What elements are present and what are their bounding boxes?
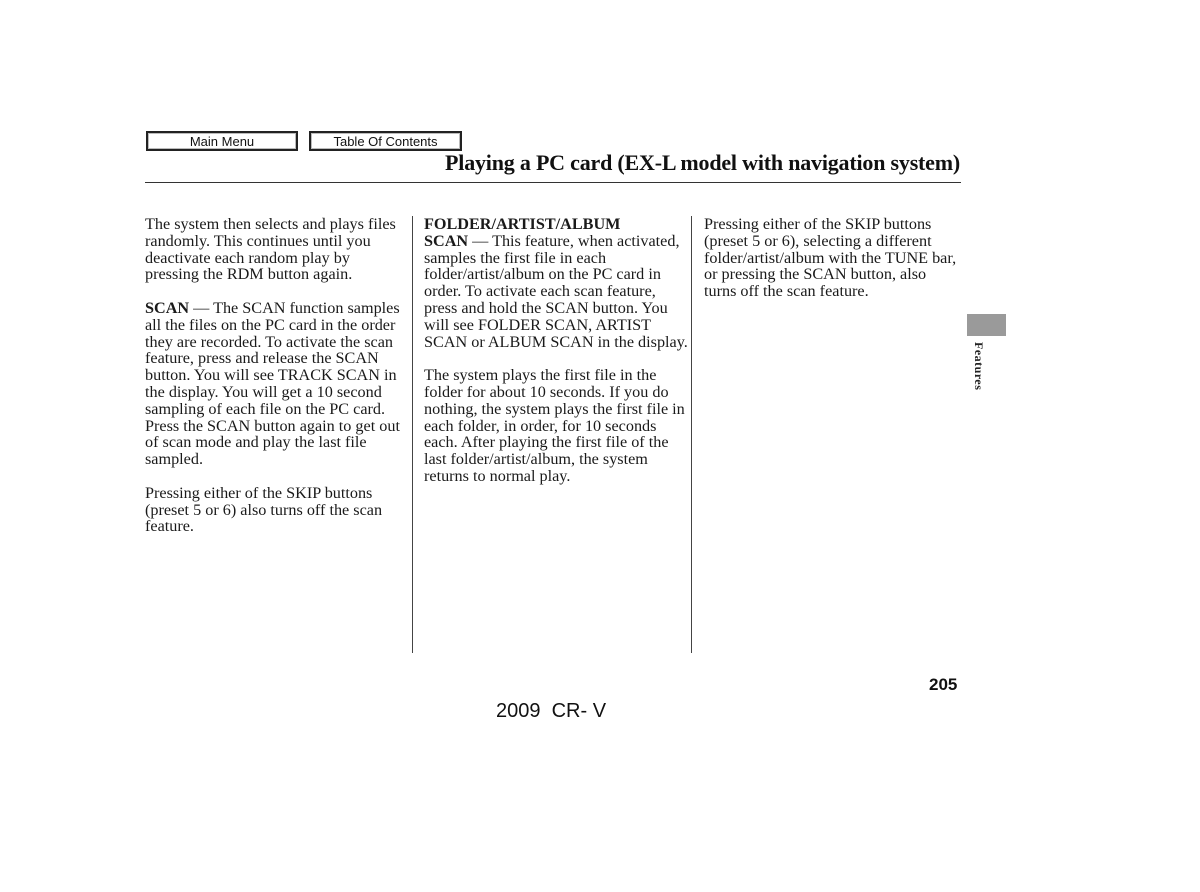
folder-scan-description: This feature, when activated, samples the first file in each folder/artist/album on the PC card in order. To activate each scan feature, press and hold the SCAN button. You will see FOLDER SCAN, ARTIST SCAN or ALBUM SCAN in the display.	[424, 231, 688, 351]
text-column-2	[424, 216, 688, 502]
term-dash: —	[189, 298, 214, 317]
footer-model-name: 2009 CR- V	[496, 700, 607, 722]
paragraph-skip-scan-off: Pressing either of the SKIP buttons (preset 5 or 6) also turns off the scan feature.	[145, 483, 383, 536]
text-column-3	[704, 216, 960, 317]
paragraph-scan-turn-off: Pressing either of the SKIP buttons (preset 5 or 6), selecting a different folder/artist/album with the TUNE bar, or pressing the SCAN button, also turns off the scan feature.	[704, 215, 957, 301]
paragraph-folder-scan-behavior: The system plays the first file in the folder for about 10 seconds. If you do nothing, the system plays the first file in each folder, in order, for 10 seconds each. After playing the first file of the last folder/artist/album, the system returns to normal play.	[424, 366, 685, 485]
column-divider-1	[412, 216, 413, 653]
paragraph-random-play: The system then selects and plays files randomly. This continues until you deactivate each random play by pressing the RDM button again.	[145, 215, 396, 284]
title-divider	[145, 182, 961, 183]
paragraph-folder-scan	[424, 216, 688, 350]
column-divider-2	[691, 216, 692, 653]
folder-artist-album-term: FOLDER/ARTIST/ALBUM	[424, 215, 621, 233]
scan-term: SCAN	[145, 298, 190, 317]
section-tab-label: Features	[972, 342, 986, 391]
term-dash: —	[468, 231, 493, 250]
page-number: 205	[929, 675, 958, 694]
scan-description: The SCAN function samples all the files on the PC card in the order they are recorded. To activate the scan feature, press and release the SCAN button. You will see TRACK SCAN in the display. You will get a 10 second sampling of each file on the PC card. Press the SCAN button again to get out of scan mode and play the last file sampled.	[145, 298, 400, 469]
page-title: Playing a PC card (EX-L model with navigation system)	[445, 150, 960, 175]
folder-scan-term: SCAN	[424, 231, 469, 250]
section-tab-marker	[967, 314, 1006, 336]
text-column-1	[145, 216, 407, 552]
table-of-contents-button[interactable]: Table Of Contents	[309, 131, 462, 151]
paragraph-scan	[145, 300, 407, 468]
main-menu-button[interactable]: Main Menu	[146, 131, 298, 151]
